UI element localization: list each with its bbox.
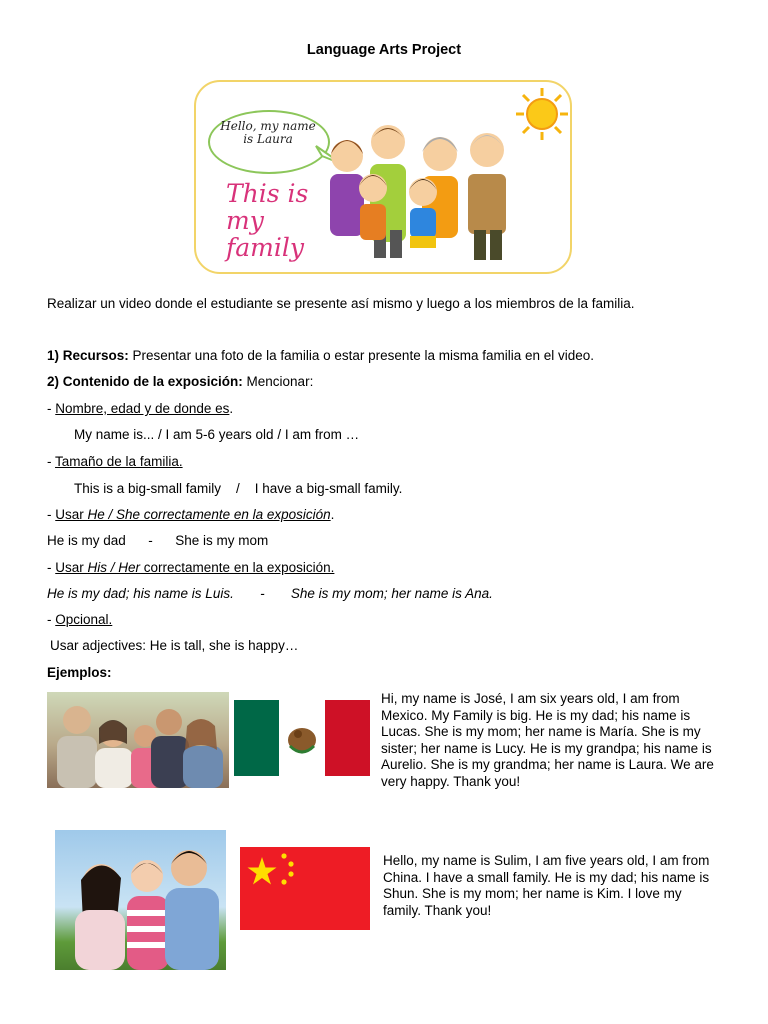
- dash: -: [47, 454, 56, 469]
- mexican-family-photo: [47, 692, 229, 788]
- page-title: Language Arts Project: [306, 42, 462, 58]
- item-tamano: [47, 453, 183, 470]
- item-he-she-example: He is my dad - She is my mom: [47, 533, 269, 548]
- item-opcional: [47, 611, 112, 628]
- item-his-her-label-b: His / Her: [87, 560, 141, 575]
- item-opcional-label: Opcional.: [55, 612, 113, 627]
- dash: -: [47, 507, 56, 522]
- family-photo-people: [55, 830, 226, 970]
- dash: -: [47, 612, 56, 627]
- this-is-my-family-text: This is my family: [226, 179, 309, 262]
- item-his-her-example: He is my dad; his name is Luis. - She is my mom; her name is Ana.: [47, 586, 493, 601]
- contenido-text: Mencionar:: [242, 374, 314, 389]
- intro-text: Realizar un video donde el estudiante se presente así mismo y luego a los miembros de la familia.: [47, 296, 635, 311]
- period: .: [229, 401, 234, 416]
- family-banner: [194, 80, 572, 274]
- recursos-text: Presentar una foto de la familia o estar presente la misma familia en el video.: [128, 348, 595, 363]
- china-flag: [240, 847, 370, 930]
- recursos-label: 1) Recursos:: [47, 348, 129, 363]
- item-nombre: [47, 400, 233, 417]
- speech-bubble-text: Hello, my name is Laura: [220, 119, 316, 146]
- item-he-she-label-a: Usar: [55, 507, 88, 522]
- item-his-her-label-c: correctamente en la exposición.: [140, 560, 335, 575]
- example-2-text: Hello, my name is Sulim, I am five years old, I am from China. I have a small family. He is my dad; his name is Shun. She is my mom; her name is Kim. I love my family. Thank you!: [383, 853, 710, 918]
- chinese-family-photo: [55, 830, 226, 970]
- item-tamano-label: Tamaño de la familia.: [55, 454, 183, 469]
- example-1-text: Hi, my name is José, I am six years old, I am from Mexico. My Family is big. He is my dad; his name is Lucas. She is my mom; her name is María. She is my sister; her name is Lucy. He is my grandpa; his name is Aurelio. She is my grandma; her name is Laura. We are very happy. Thank you!: [381, 691, 714, 789]
- item-opcional-example: Usar adjectives: He is tall, she is happy…: [50, 638, 299, 653]
- item-nombre-label: Nombre, edad y de donde es: [55, 401, 230, 416]
- dash: -: [47, 401, 56, 416]
- item-he-she: [47, 506, 334, 523]
- dash: -: [47, 560, 56, 575]
- item-he-she-label-b: He / She correctamente en la exposición: [87, 507, 331, 522]
- mexico-flag: [234, 700, 370, 776]
- item-his-her: [47, 559, 334, 576]
- item-tamano-example: This is a big-small family / I have a big-small family.: [74, 481, 403, 496]
- family-cartoon: [326, 112, 526, 272]
- contenido-line: [47, 373, 313, 390]
- period: .: [330, 507, 335, 522]
- recursos-line: [47, 347, 594, 364]
- ejemplos-label: Ejemplos:: [47, 665, 112, 680]
- item-nombre-example: My name is... / I am 5-6 years old / I am from …: [74, 427, 360, 442]
- item-his-her-label-a: Usar: [55, 560, 88, 575]
- family-photo-people: [47, 692, 229, 788]
- contenido-label: 2) Contenido de la exposición:: [47, 374, 243, 389]
